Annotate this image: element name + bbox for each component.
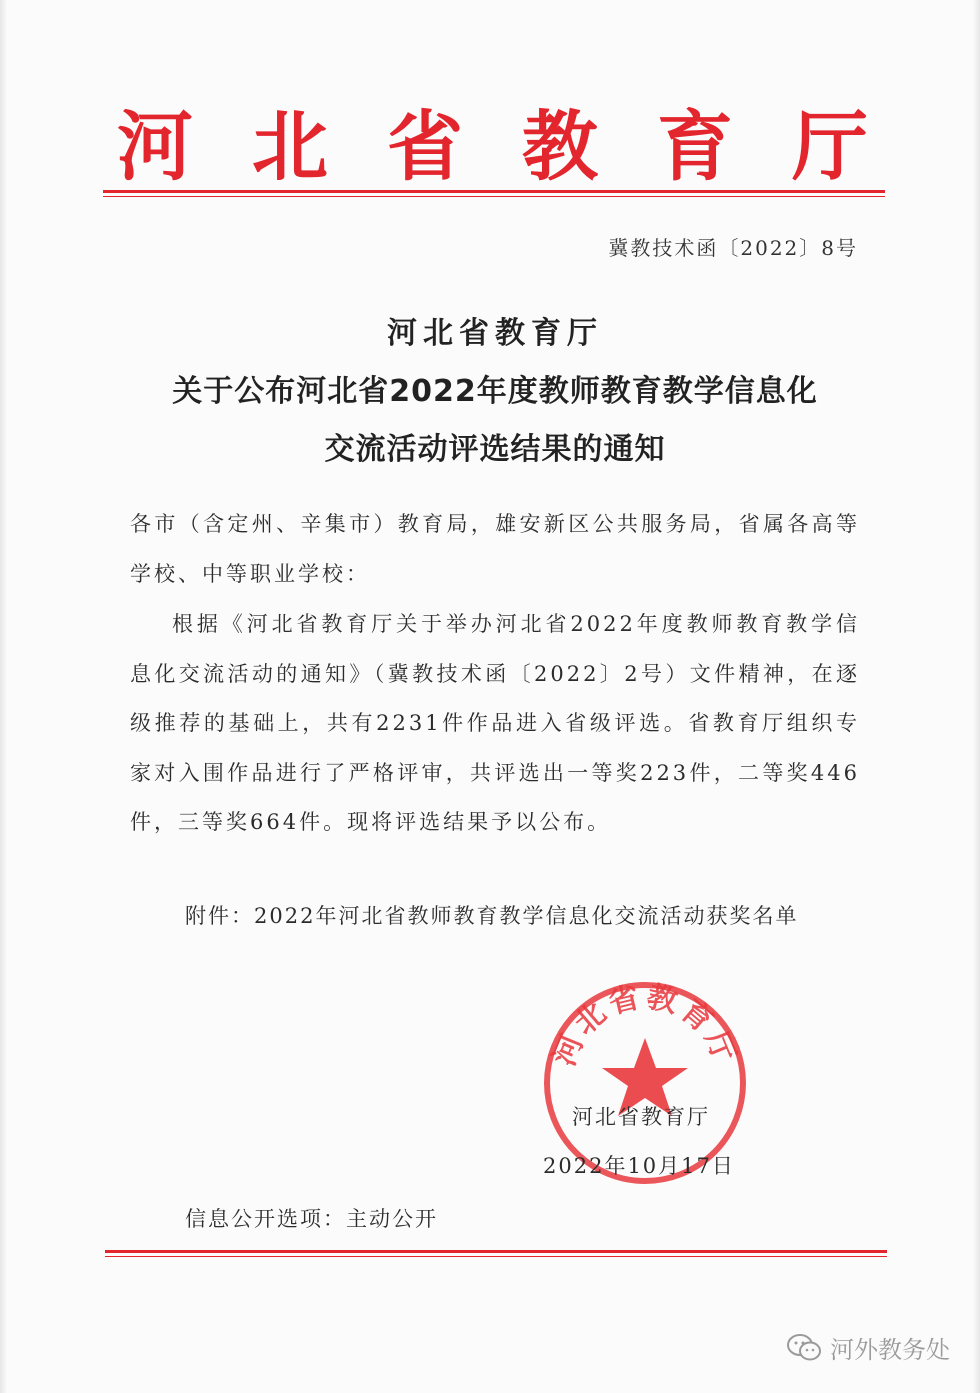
account-watermark bbox=[786, 1330, 950, 1365]
letterhead-char: 育 bbox=[657, 101, 733, 191]
footer-rule-thin bbox=[105, 1256, 887, 1257]
body-paragraph: 根据《河北省教育厅关于举办河北省2022年度教师教育教学信息化交流活动的通知》（冀教技术函〔2022〕2号）文件精神，在逐级推荐的基础上，共有2231件作品进入省级评选。省教育厅组织专家对入围作品进行了严格评审，共评选出一等奖223件，二等奖446件，三等奖664件。现将评选结果予以公布。 bbox=[130, 612, 860, 834]
title-line-1: 河北省教育厅 bbox=[387, 316, 603, 351]
page-edge-left bbox=[0, 0, 6, 1393]
seal-text: 河北省教育厅 bbox=[546, 979, 744, 1071]
signing-organization: 河北省教育厅 bbox=[572, 1105, 710, 1129]
letterhead-char: 北 bbox=[252, 101, 328, 191]
wechat-icon bbox=[786, 1333, 822, 1363]
letterhead bbox=[100, 95, 885, 191]
addressee: 各市（含定州、辛集市）教育局，雄安新区公共服务局，省属各高等学校、中等职业学校： bbox=[130, 512, 860, 586]
title-line-3: 交流活动评选结果的通知 bbox=[324, 432, 666, 467]
letterhead-char: 教 bbox=[522, 101, 598, 191]
letterhead-rule-thick bbox=[103, 190, 885, 193]
attachment-line: 附件：2022年河北省教师教育教学信息化交流活动获奖名单 bbox=[185, 904, 799, 928]
letterhead-char: 厅 bbox=[792, 101, 868, 191]
watermark-text: 河外教务处 bbox=[830, 1336, 950, 1364]
letterhead-rule-thin bbox=[103, 196, 885, 197]
title-line-2: 关于公布河北省2022年度教师教育教学信息化 bbox=[172, 374, 818, 409]
letterhead-char: 省 bbox=[387, 101, 463, 191]
disclosure-option: 信息公开选项：主动公开 bbox=[185, 1207, 438, 1231]
footer-rule-thick bbox=[105, 1250, 887, 1253]
document-number: 冀教技术函〔2022〕8号 bbox=[608, 236, 858, 260]
page-edge-right bbox=[974, 0, 980, 1393]
letterhead-char: 河 bbox=[117, 101, 193, 191]
signing-date: 2022年10月17日 bbox=[543, 1154, 735, 1178]
